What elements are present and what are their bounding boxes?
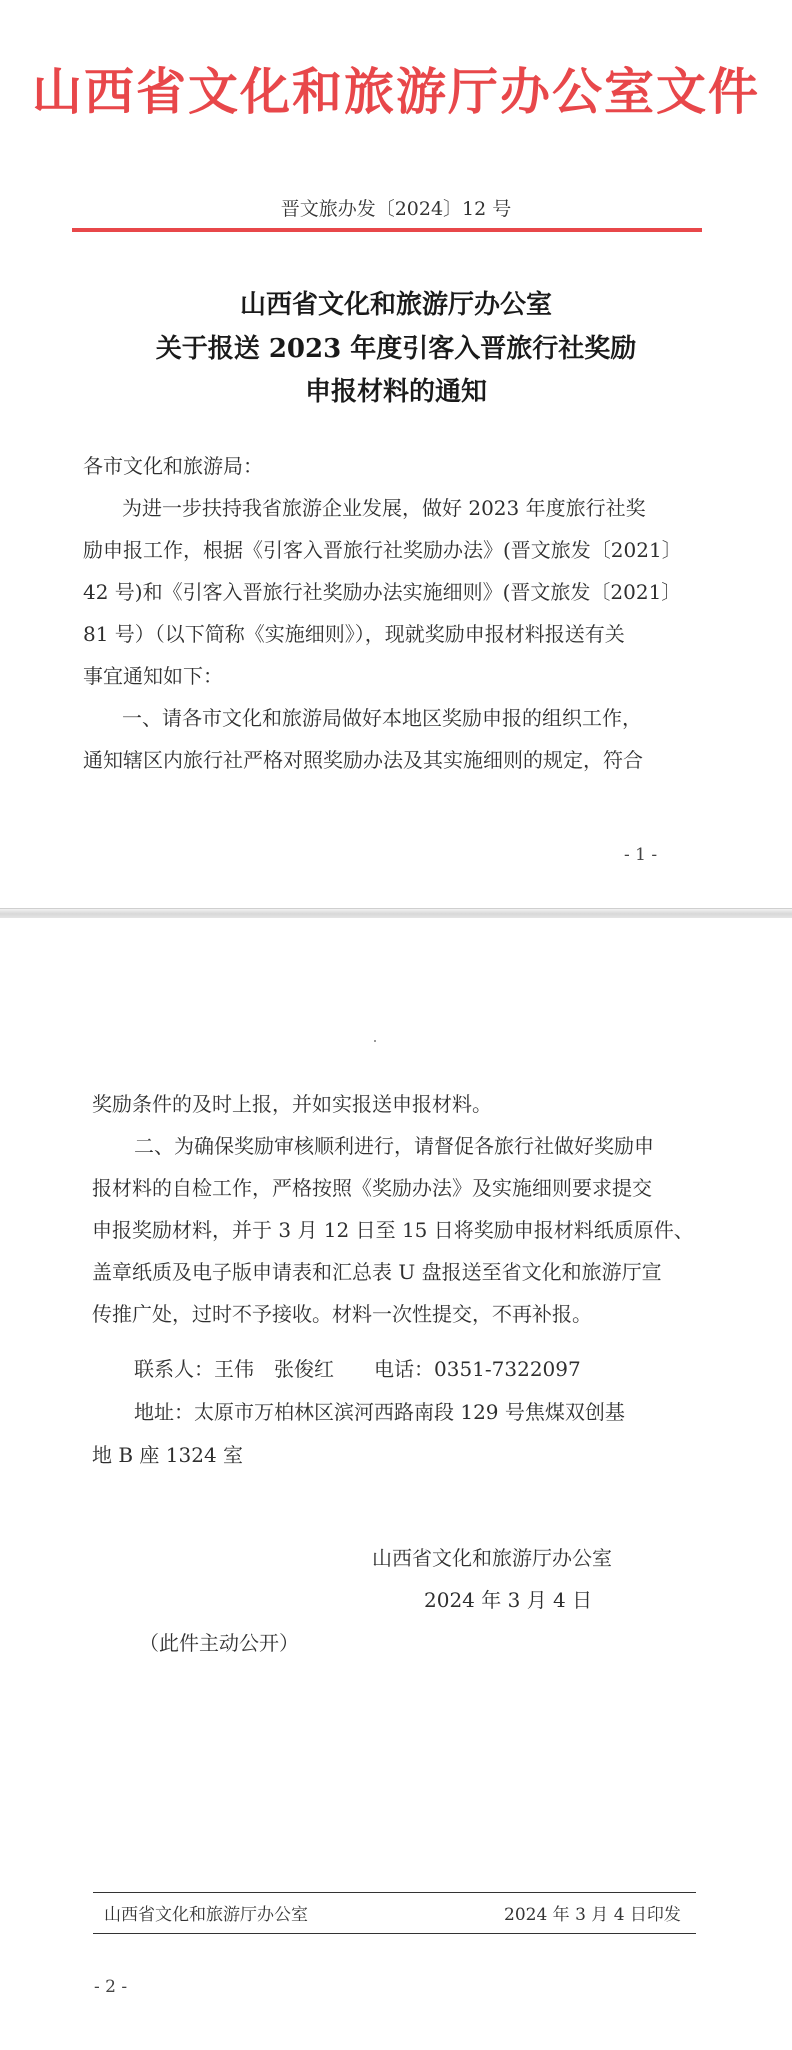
document-page-2 — [0, 918, 792, 2050]
body-line: 盖章纸质及电子版申请表和汇总表 U 盘报送至省文化和旅游厅宣 — [92, 1260, 662, 1284]
scan-speck — [374, 1040, 376, 1042]
page-number: - 2 - — [94, 1977, 128, 1997]
body-line: 励申报工作，根据《引客入晋旅行社奖励办法》(晋文旅发〔2021〕 — [83, 538, 682, 562]
address-line-2: 地 B 座 1324 室 — [92, 1443, 244, 1467]
body-line: 81 号）（以下简称《实施细则》），现就奖励申报材料报送有关 — [83, 622, 625, 646]
body-line: 二、为确保奖励审核顺利进行，请督促各旅行社做好奖励申 — [134, 1134, 654, 1158]
footer-print-date: 2024 年 3 月 4 日印发 — [504, 1905, 681, 1925]
footer-issuer: 山西省文化和旅游厅办公室 — [104, 1905, 308, 1925]
notice-title-line-1: 山西省文化和旅游厅办公室 — [239, 290, 552, 320]
notice-title-line-3: 申报材料的通知 — [304, 377, 487, 407]
footer-bottom-rule — [93, 1933, 696, 1934]
notice-title-line-2: 关于报送 2023 年度引客入晋旅行社奖励 — [155, 334, 637, 364]
body-line: 传推广处，过时不予接收。材料一次性提交，不再补报。 — [92, 1302, 592, 1326]
contact-line: 联系人：王伟 张俊红 电话：0351-7322097 — [134, 1357, 581, 1381]
body-line: 一、请各市文化和旅游局做好本地区奖励申报的组织工作， — [122, 706, 642, 730]
signature-date: 2024 年 3 月 4 日 — [424, 1588, 593, 1612]
body-line: 通知辖区内旅行社严格对照奖励办法及其实施细则的规定，符合 — [83, 748, 643, 772]
salutation: 各市文化和旅游局： — [83, 454, 263, 478]
address-line-1: 地址：太原市万柏林区滨河西路南段 129 号焦煤双创基 — [134, 1400, 625, 1424]
document-number: 晋文旅办发〔2024〕12 号 — [280, 198, 512, 220]
red-divider-line — [72, 228, 702, 232]
body-line: 42 号)和《引客入晋旅行社奖励办法实施细则》(晋文旅发〔2021〕 — [83, 580, 682, 604]
page-number: - 1 - — [624, 845, 658, 865]
document-page-1 — [0, 0, 792, 910]
body-line: 奖励条件的及时上报，并如实报送申报材料。 — [92, 1092, 492, 1116]
signature-organization: 山西省文化和旅游厅办公室 — [372, 1546, 612, 1570]
public-disclosure-note: （此件主动公开） — [139, 1631, 299, 1655]
footer-top-rule — [93, 1892, 696, 1893]
body-line: 为进一步扶持我省旅游企业发展，做好 2023 年度旅行社奖 — [122, 496, 646, 520]
body-line: 事宜通知如下： — [83, 664, 223, 688]
red-header-title: 山西省文化和旅游厅办公室文件 — [32, 62, 760, 121]
body-line: 申报奖励材料，并于 3 月 12 日至 15 日将奖励申报材料纸质原件、 — [92, 1218, 694, 1242]
body-line: 报材料的自检工作，严格按照《奖励办法》及实施细则要求提交 — [92, 1176, 652, 1200]
